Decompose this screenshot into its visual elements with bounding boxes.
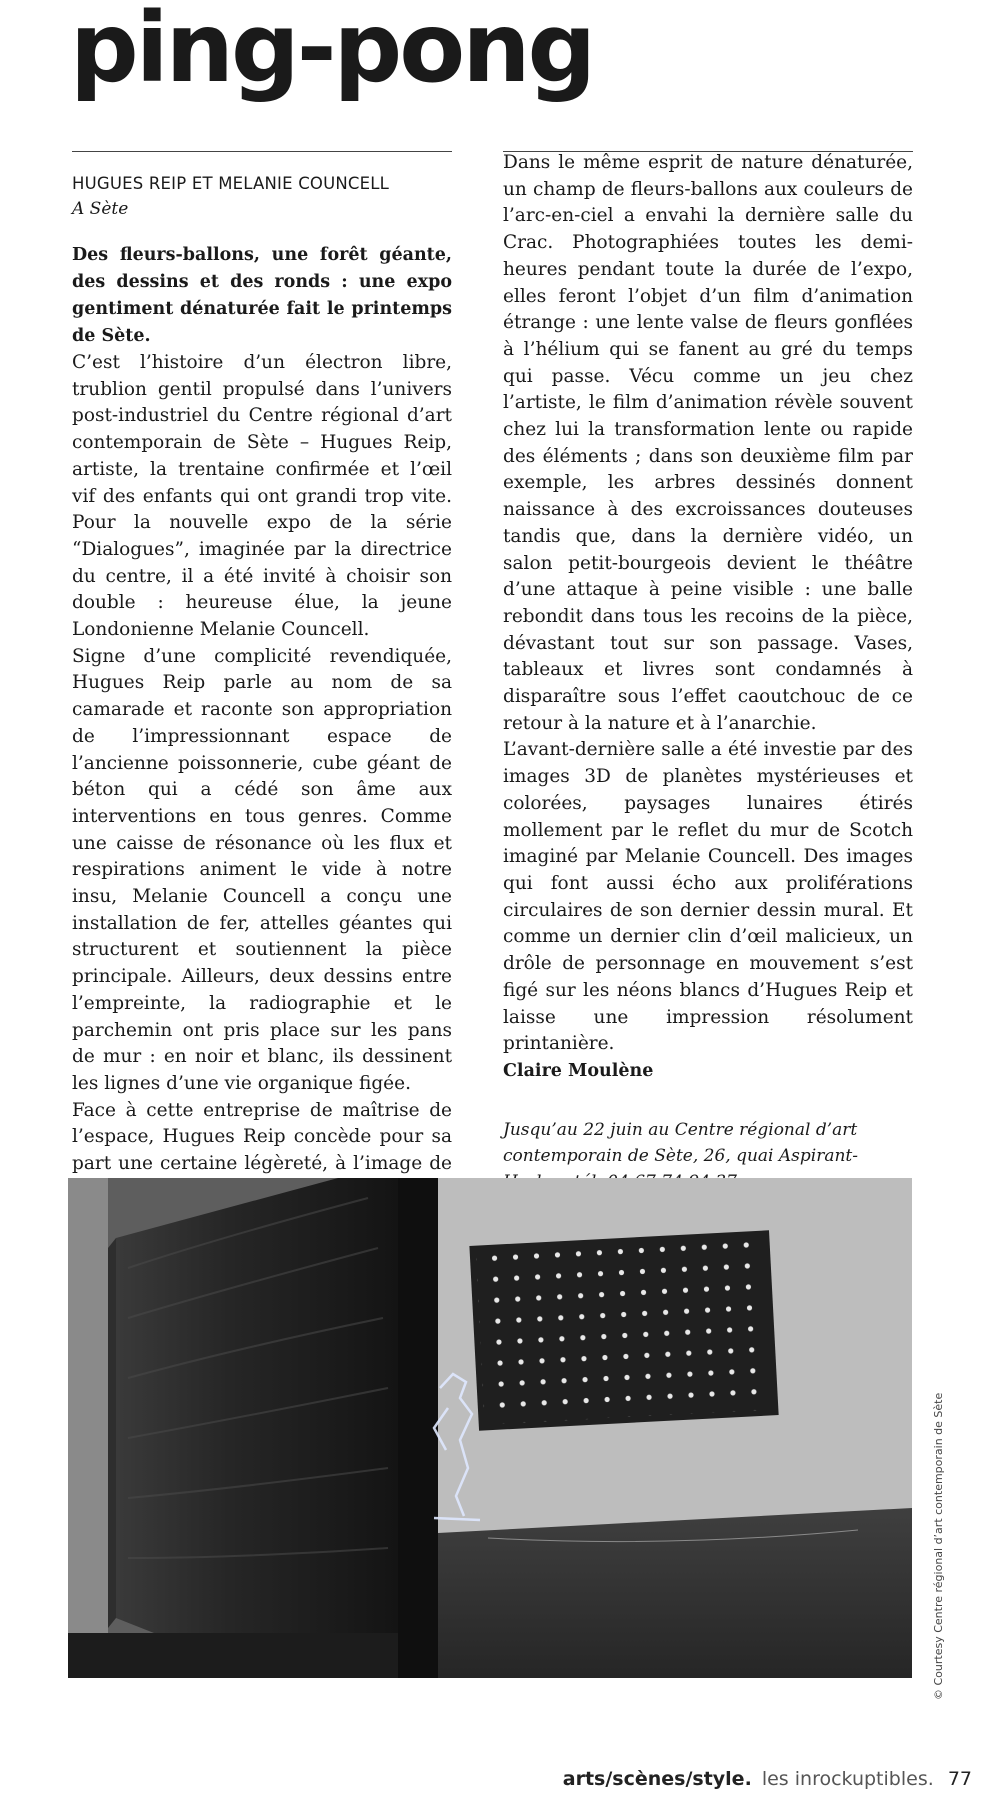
paragraph-3: Face à cette entreprise de maîtrise de l’espace, Hugues Reip concède pour sa part une certaine légèreté, à l’image de: [72, 1098, 452, 1472]
byline: Claire Moulène: [503, 1060, 654, 1081]
exhibition-photo: [68, 1178, 912, 1678]
paragraph-5: L’avant-dernière salle a été investie par des images 3D de planètes mystérieuses et colorées, paysages lunaires étirés mollement par le reflet du mur de Scotch imaginé par Melanie Councell. Des images qui font aussi écho aux proliférations circulaires de son dernier dessin mural. Et comme un dernier clin d’œil malicieux, un drôle de personnage en mouvement s’est figé sur les néons blancs d’Hugues Reip et laisse une impression résolument printanière.: [503, 739, 913, 1055]
page-footer: [563, 1768, 972, 1790]
page-number: 77: [947, 1768, 972, 1790]
exhibition-info: Jusqu’au 22 juin au Centre régional d’art contemporain de Sète, 26, quai Aspirant-: [503, 1119, 858, 1166]
paragraph-2: Signe d’une complicité revendiquée, Hugues Reip parle au nom de sa camarade et raconte son appropriation de l’impressionnant espace de l’ancienne poissonnerie, cube géant de béton qui a cédé son âme aux interventions en tous genres. Comme une caisse de résonance où les flux et respirations animent le vide à notre insu, Melanie Councell a conçu une installation de fer, attelles géantes qui structurent et soutiennent la pièce principale. Ailleurs, deux dessins entre l’empreinte, la radiographie et le parchemin ont pris place sur les pans de mur : en noir et blanc, ils dessinent les lignes d’une vie organique figée.: [72, 645, 452, 1094]
footer-brand: les inrockuptibles.: [761, 1768, 934, 1790]
exhibition-photo-drawing: [68, 1178, 912, 1678]
lead-paragraph: Des fleurs-ballons, une forêt géante, des dessins et des ronds : une expo gentiment dénaturée fait le printemps de Sète.: [72, 245, 452, 346]
footer-section: arts/scènes/style.: [562, 1768, 752, 1790]
rule-left: [72, 151, 452, 152]
photo-credit: © Courtesy Centre régional d’art contemporain de Sète: [932, 1392, 945, 1700]
paragraph-1: C’est l’histoire d’un électron libre, trublion gentil propulsé dans l’univers post-industriel du Centre régional d’art contemporain de Sète – Hugues Reip, artiste, la trentaine confirmée et l’œil vif des enfants qui ont grandi trop vite. Pour la nouvelle expo de la série “Dialogues”, imaginée par la directrice du centre, il a été invité à choisir son double : heureuse élue, la jeune Londonienne Melanie Councell.: [72, 352, 452, 641]
artist-names: HUGUES REIP ET MELANIE COUNCELL: [72, 174, 390, 193]
location: A Sète: [72, 199, 129, 219]
paragraph-4: Dans le même esprit de nature dénaturée, un champ de fleurs-ballons aux couleurs de l’arc-en-ciel a envahi la dernière salle du Crac. Photographiées toutes les demi-heures pendant toute la durée de l’expo, elles feront l’objet d’un film d’animation étrange : une lente valse de fleurs gonflées à l’hélium qui se fanent au gré du temps qui passe. Vécu comme un jeu chez l’artiste, le film d’animation révèle souvent chez lui la transformation lente ou rapide des éléments ; dans son deuxième film par exemple, les arbres dessinés donnent naissance à des excroissances douteuses tandis que, dans la dernière vidéo, un salon petit-bourgeois devient le théâtre d’une attaque à peine visible : une balle rebondit dans tous les recoins de la pièce, dévastant tout sur son passage. Vases, tableaux et livres sont condamnés à disparaître sous l’effet caoutchouc de ce retour à la nature et à l’anarchie.: [503, 152, 913, 734]
page-title: ping-pong: [70, 0, 594, 104]
article-right-column: [503, 150, 913, 1195]
